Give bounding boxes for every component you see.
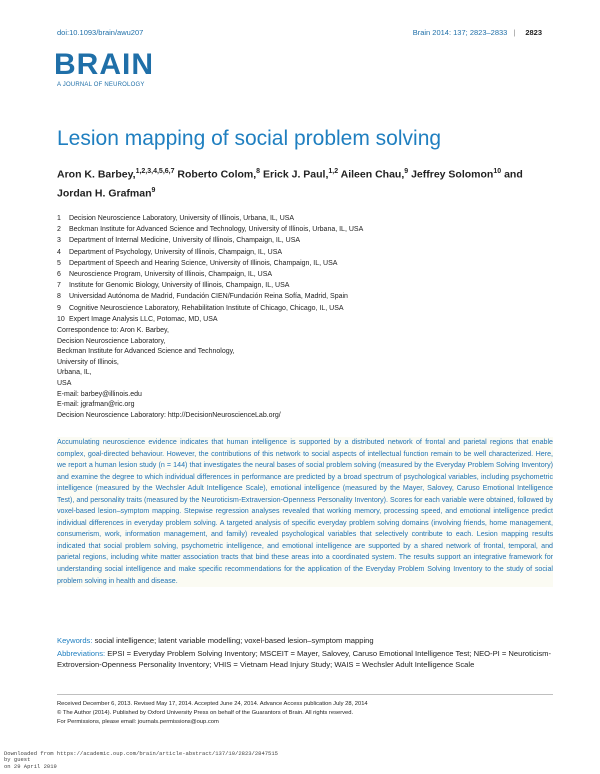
affiliation-text: Neuroscience Program, University of Illinois, Champaign, IL, USA	[68, 271, 273, 279]
correspondence-website: Decision Neuroscience Laboratory: http://DecisionNeuroscienceLab.org/	[57, 411, 281, 419]
affiliation-item	[57, 213, 577, 224]
affiliation-item	[57, 235, 577, 246]
affiliation-number: 3	[57, 237, 61, 245]
header-separator: |	[513, 28, 516, 37]
footer-line: © The Author (2014). Published by Oxford University Press on behalf of the Guarantors of Brain. All rights reserved.	[57, 710, 354, 716]
author-list	[57, 164, 557, 201]
affiliation-number: 2	[57, 226, 61, 234]
journal-logo: BRAIN	[54, 48, 154, 81]
affiliation-number: 7	[57, 282, 61, 290]
affiliation-text: Universidad Autónoma de Madrid, Fundación CIEN/Fundación Reina Sofía, Madrid, Spain	[68, 293, 348, 301]
author: Aileen Chau,	[340, 168, 405, 181]
affiliation-item	[57, 291, 577, 302]
correspondence-line: Correspondence to: Aron K. Barbey,	[57, 327, 169, 334]
affiliation-item	[57, 258, 577, 269]
affiliation-item	[57, 269, 577, 280]
correspondence-line: University of Illinois,	[57, 358, 119, 366]
author: Roberto Colom,	[177, 168, 257, 181]
author-affil-sup: 8	[256, 168, 261, 175]
affiliation-text: Institute for Genomic Biology, University of Illinois, Champaign, IL, USA	[68, 282, 290, 290]
affiliation-number: 4	[57, 248, 61, 256]
footer-divider	[57, 694, 553, 695]
affiliation-item	[57, 280, 577, 291]
download-note	[4, 751, 304, 770]
affiliation-text: Beckman Institute for Advanced Science and Technology, University of Illinois, Urbana, IL, USA	[68, 226, 364, 234]
keywords-text: social intelligence; latent variable modelling; voxel-based lesion–symptom mapping	[92, 636, 374, 645]
author: Jeffrey Solomon	[411, 168, 494, 181]
correspondence-email: E-mail: barbey@illinois.edu	[57, 390, 142, 398]
affiliation-item	[57, 314, 577, 325]
publication-footer	[57, 700, 557, 727]
abstract: Accumulating neuroscience evidence indicates that human intelligence is supported by a distributed network of frontal and parietal regions that enable complex, goal-directed behaviour. However, the contributions of this network to social aspects of intellectual function remain to be well characterized. Here, we report a human lesion study (n = 144) that investigates the neural bases of social problem solving (measured by the Everyday Problem Solving Inventory) and examine the degree to which individual differences in performance are predicted by a broad spectrum of psychological variables, including psychometric intelligence (measured by the Wechsler Adult Intelligence Scale), emotional intelligence (measured by the Mayer, Salovey, Caruso Emotional Intelligence Test), and personality traits (measured by the Neuroticism-Extraversion-Openness Personality Inventory). Scores for each variable were obtained, followed by voxel-based lesion–symptom mapping. Stepwise regression analyses revealed that working memory, processing speed, and emotional intelligence predict individual differences in everyday problem solving. A targeted analysis of specific everyday problem solving domains (involving friends, home management, consumerism, work, information management, and family) revealed psychological variables that selectively contribute to each. Lesion mapping results indicated that social problem solving, psychometric intelligence, and emotional intelligence are supported by a shared network of frontal, temporal, and parietal regions, including white matter association tracts that bind these areas into a coordinated system. The results support an integrative framework for understanding social intelligence and make specific recommendations for the application of the Everyday Problem Solving Inventory to the study of social problem solving in health and disease.	[57, 437, 553, 587]
citation: Brain 2014: 137; 2823–2833	[412, 28, 508, 37]
footer-line: Received December 6, 2013. Revised May 17, 2014. Accepted June 24, 2014. Advance Access publication July 28, 2014	[57, 701, 368, 707]
affiliation-text: Department of Internal Medicine, University of Illinois, Champaign, IL, USA	[68, 237, 301, 245]
affiliation-item	[57, 247, 577, 258]
affiliation-number: 10	[57, 315, 65, 323]
author: and Jordan H. Grafman	[57, 168, 523, 199]
author-affil-sup: 10	[493, 168, 502, 175]
affiliation-number: 9	[57, 304, 61, 312]
download-line: Downloaded from https://academic.oup.com/brain/article-abstract/137/10/2823/2847515	[4, 750, 278, 757]
affiliation-text: Department of Speech and Hearing Science, University of Illinois, Champaign, IL, USA	[68, 259, 338, 267]
author-affil-sup: 1,2	[328, 168, 339, 175]
affiliation-list	[57, 213, 577, 325]
affiliation-number: 6	[57, 271, 61, 279]
affiliation-number: 1	[57, 215, 61, 222]
affiliation-item	[57, 224, 577, 235]
correspondence-line: Beckman Institute for Advanced Science and Technology,	[57, 348, 235, 356]
doi: doi:10.1093/brain/awu207	[57, 28, 144, 37]
affiliation-text: Department of Psychology, University of Illinois, Champaign, IL, USA	[68, 248, 283, 256]
affiliation-text: Expert Image Analysis LLC, Potomac, MD, USA	[68, 315, 218, 323]
abbreviations-text: EPSI = Everyday Problem Solving Inventory; MSCEIT = Mayer, Salovey, Caruso Emotional Intelligence Test; NEO-PI = Neuroticism-Extroversion-Openness Personality Inventory; VHIS = Vietnam Head Injury Study; WAIS = Wechsler Adult Intelligence Scale	[57, 649, 552, 669]
keywords	[57, 635, 557, 646]
keywords-block	[57, 635, 557, 670]
article-title: Lesion mapping of social problem solving	[57, 127, 442, 150]
author-affil-sup: 9	[151, 186, 156, 194]
page-number: 2823	[525, 28, 542, 37]
affiliation-item	[57, 303, 577, 314]
keywords-label: Keywords:	[57, 636, 93, 645]
affiliation-number: 8	[57, 293, 61, 301]
author: Aron K. Barbey,	[57, 168, 136, 181]
footer-line: For Permissions, please email: journals.permissions@oup.com	[57, 719, 219, 725]
author-affil-sup: 9	[404, 168, 409, 175]
author: Erick J. Paul,	[263, 168, 329, 181]
correspondence-line: USA	[57, 379, 72, 387]
download-line: on 29 April 2019	[4, 762, 57, 770]
affiliation-number: 5	[57, 259, 61, 267]
affiliation-text: Cognitive Neuroscience Laboratory, Rehabilitation Institute of Chicago, Chicago, IL, USA	[68, 304, 344, 312]
abbreviations	[57, 648, 557, 670]
journal-subtitle: A JOURNAL OF NEUROLOGY	[57, 82, 145, 88]
correspondence-block	[57, 326, 557, 421]
affiliation-text: Decision Neuroscience Laboratory, University of Illinois, Urbana, IL, USA	[68, 215, 295, 222]
correspondence-line: Urbana, IL,	[57, 369, 92, 377]
citation-header	[413, 28, 542, 37]
abbreviations-label: Abbreviations:	[57, 649, 106, 658]
download-line: by guest	[4, 756, 31, 764]
correspondence-email: E-mail: jgrafman@ric.org	[57, 401, 135, 409]
correspondence-line: Decision Neuroscience Laboratory,	[57, 337, 166, 345]
author-affil-sup: 1,2,3,4,5,6,7	[135, 168, 175, 175]
